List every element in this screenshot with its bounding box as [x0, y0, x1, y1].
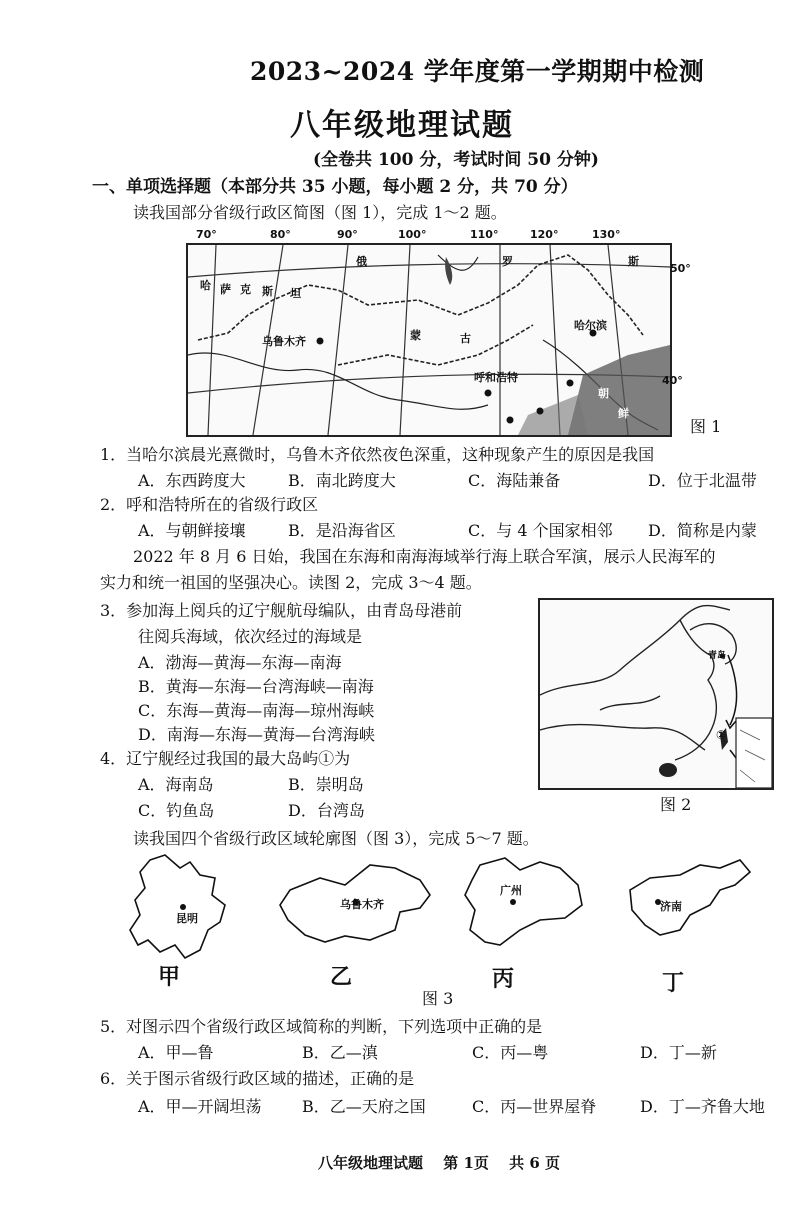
- q6-option-c: C．丙—世界屋脊: [472, 1097, 597, 1116]
- figure2-map: [538, 598, 774, 790]
- q3-stem-line1: 3．参加海上阅兵的辽宁舰航母编队，由青岛母港前: [100, 601, 463, 620]
- q5-stem: 5．对图示四个省级行政区域简称的判断，下列选项中正确的是: [100, 1017, 543, 1036]
- q4-option-c: C．钓鱼岛: [138, 801, 215, 820]
- q1-option-b: B．南北跨度大: [288, 471, 396, 490]
- fig3-label-ding: 丁: [662, 970, 685, 996]
- lon-label-110: 110°: [470, 228, 499, 241]
- figure1-map: [186, 243, 672, 437]
- q1-stem: 1．当哈尔滨晨光熹微时，乌鲁木齐依然夜色深重，这种现象产生的原因是我国: [100, 445, 655, 464]
- lon-label-70: 70°: [196, 228, 217, 241]
- q6-option-a: A．甲—开阔坦荡: [138, 1097, 262, 1116]
- map1-label-gu: 古: [460, 332, 471, 345]
- fig3-city-kunming: 昆明: [176, 912, 198, 925]
- q1-option-d: D．位于北温带: [648, 471, 757, 490]
- q5-option-a: A．甲—鲁: [138, 1043, 214, 1062]
- q3-option-b: B．黄海—东海—台湾海峡—南海: [138, 677, 374, 696]
- q6-stem: 6．关于图示省级行政区域的描述，正确的是: [100, 1069, 415, 1088]
- lon-label-100: 100°: [398, 228, 427, 241]
- map1-label-xian: 鲜: [618, 407, 629, 420]
- q1-option-a: A．东西跨度大: [138, 471, 246, 490]
- map2-city-qingdao: 青岛: [708, 651, 727, 661]
- q2-option-a: A．与朝鲜接壤: [138, 521, 246, 540]
- intro-q1-2: 读我国部分省级行政区简图（图 1），完成 1～2 题。: [133, 203, 507, 222]
- q3-stem-line2: 往阅兵海域，依次经过的海域是: [138, 627, 363, 646]
- map1-city-urumqi: 乌鲁木齐: [262, 335, 306, 348]
- lat-label-50: 50°: [670, 262, 691, 275]
- map1-label-sa: 萨: [220, 283, 231, 296]
- map1-label-tan: 坦: [290, 287, 301, 300]
- fig3-label-bing: 丙: [492, 966, 515, 992]
- fig3-label-yi: 乙: [330, 964, 353, 990]
- map1-city-harbin: 哈尔滨: [574, 319, 607, 332]
- figure1-caption: 图 1: [690, 417, 722, 436]
- q6-option-d: D．丁—齐鲁大地: [640, 1097, 765, 1116]
- q5-option-b: B．乙—滇: [302, 1043, 378, 1062]
- page-footer: 八年级地理试题 第 1页 共 6 页: [318, 1154, 560, 1172]
- q5-option-d: D．丁—新: [640, 1043, 717, 1062]
- section-heading: 一、单项选择题（本部分共 35 小题，每小题 2 分，共 70 分）: [92, 177, 578, 197]
- fig3-city-guangzhou: 广州: [500, 884, 522, 897]
- map1-label-chao: 朝: [598, 387, 609, 400]
- q2-option-c: C．与 4 个国家相邻: [468, 521, 613, 540]
- q3-option-c: C．东海—黄海—南海—琼州海峡: [138, 701, 375, 720]
- q5-option-c: C．丙—粤: [472, 1043, 549, 1062]
- lat-label-40: 40°: [662, 374, 683, 387]
- q4-option-b: B．崇明岛: [288, 775, 364, 794]
- q4-option-d: D．台湾岛: [288, 801, 365, 820]
- map1-city-hohhot: 呼和浩特: [474, 371, 518, 384]
- lon-label-130: 130°: [592, 228, 621, 241]
- q1-option-c: C．海陆兼备: [468, 471, 561, 490]
- lon-label-120: 120°: [530, 228, 559, 241]
- q6-option-b: B．乙—天府之国: [302, 1097, 426, 1116]
- figure2-caption: 图 2: [660, 795, 692, 814]
- q2-option-d: D．简称是内蒙: [648, 521, 757, 540]
- exam-title: 2023~2024 学年度第一学期期中检测: [250, 57, 705, 86]
- exam-subtitle: (全卷共 100 分，考试时间 50 分钟): [313, 150, 599, 170]
- q3-option-a: A．渤海—黄海—东海—南海: [138, 653, 342, 672]
- figure3-caption: 图 3: [422, 989, 454, 1008]
- fig3-city-urumqi: 乌鲁木齐: [340, 898, 384, 911]
- fig3-label-jia: 甲: [158, 964, 181, 990]
- map1-label-ha: 哈: [200, 279, 211, 292]
- map1-label-meng: 蒙: [410, 329, 421, 342]
- map1-label-ke: 克: [240, 283, 251, 296]
- intro-q5-7: 读我国四个省级行政区域轮廓图（图 3），完成 5～7 题。: [133, 829, 539, 848]
- q3-option-d: D．南海—东海—黄海—台湾海峡: [138, 725, 375, 744]
- map2-marker-1: ①: [716, 728, 727, 742]
- q2-option-b: B．是沿海省区: [288, 521, 396, 540]
- q2-stem: 2．呼和浩特所在的省级行政区: [100, 495, 319, 514]
- q4-stem: 4．辽宁舰经过我国的最大岛屿①为: [100, 749, 351, 768]
- intro-q3-4-line2: 实力和统一祖国的坚强决心。读图 2，完成 3～4 题。: [100, 573, 482, 592]
- intro-q3-4-line1: 2022 年 8 月 6 日始，我国在东海和南海海域举行海上联合军演，展示人民海军的: [133, 547, 716, 566]
- map1-label-luo: 罗: [502, 255, 513, 268]
- map1-label-si2: 斯: [628, 255, 639, 268]
- lon-label-80: 80°: [270, 228, 291, 241]
- map1-label-e: 俄: [356, 255, 367, 268]
- lon-label-90: 90°: [337, 228, 358, 241]
- q4-option-a: A．海南岛: [138, 775, 214, 794]
- fig3-city-jinan: 济南: [660, 900, 682, 913]
- map1-label-si: 斯: [262, 285, 273, 298]
- exam-subject-title: 八年级地理试题: [290, 108, 514, 143]
